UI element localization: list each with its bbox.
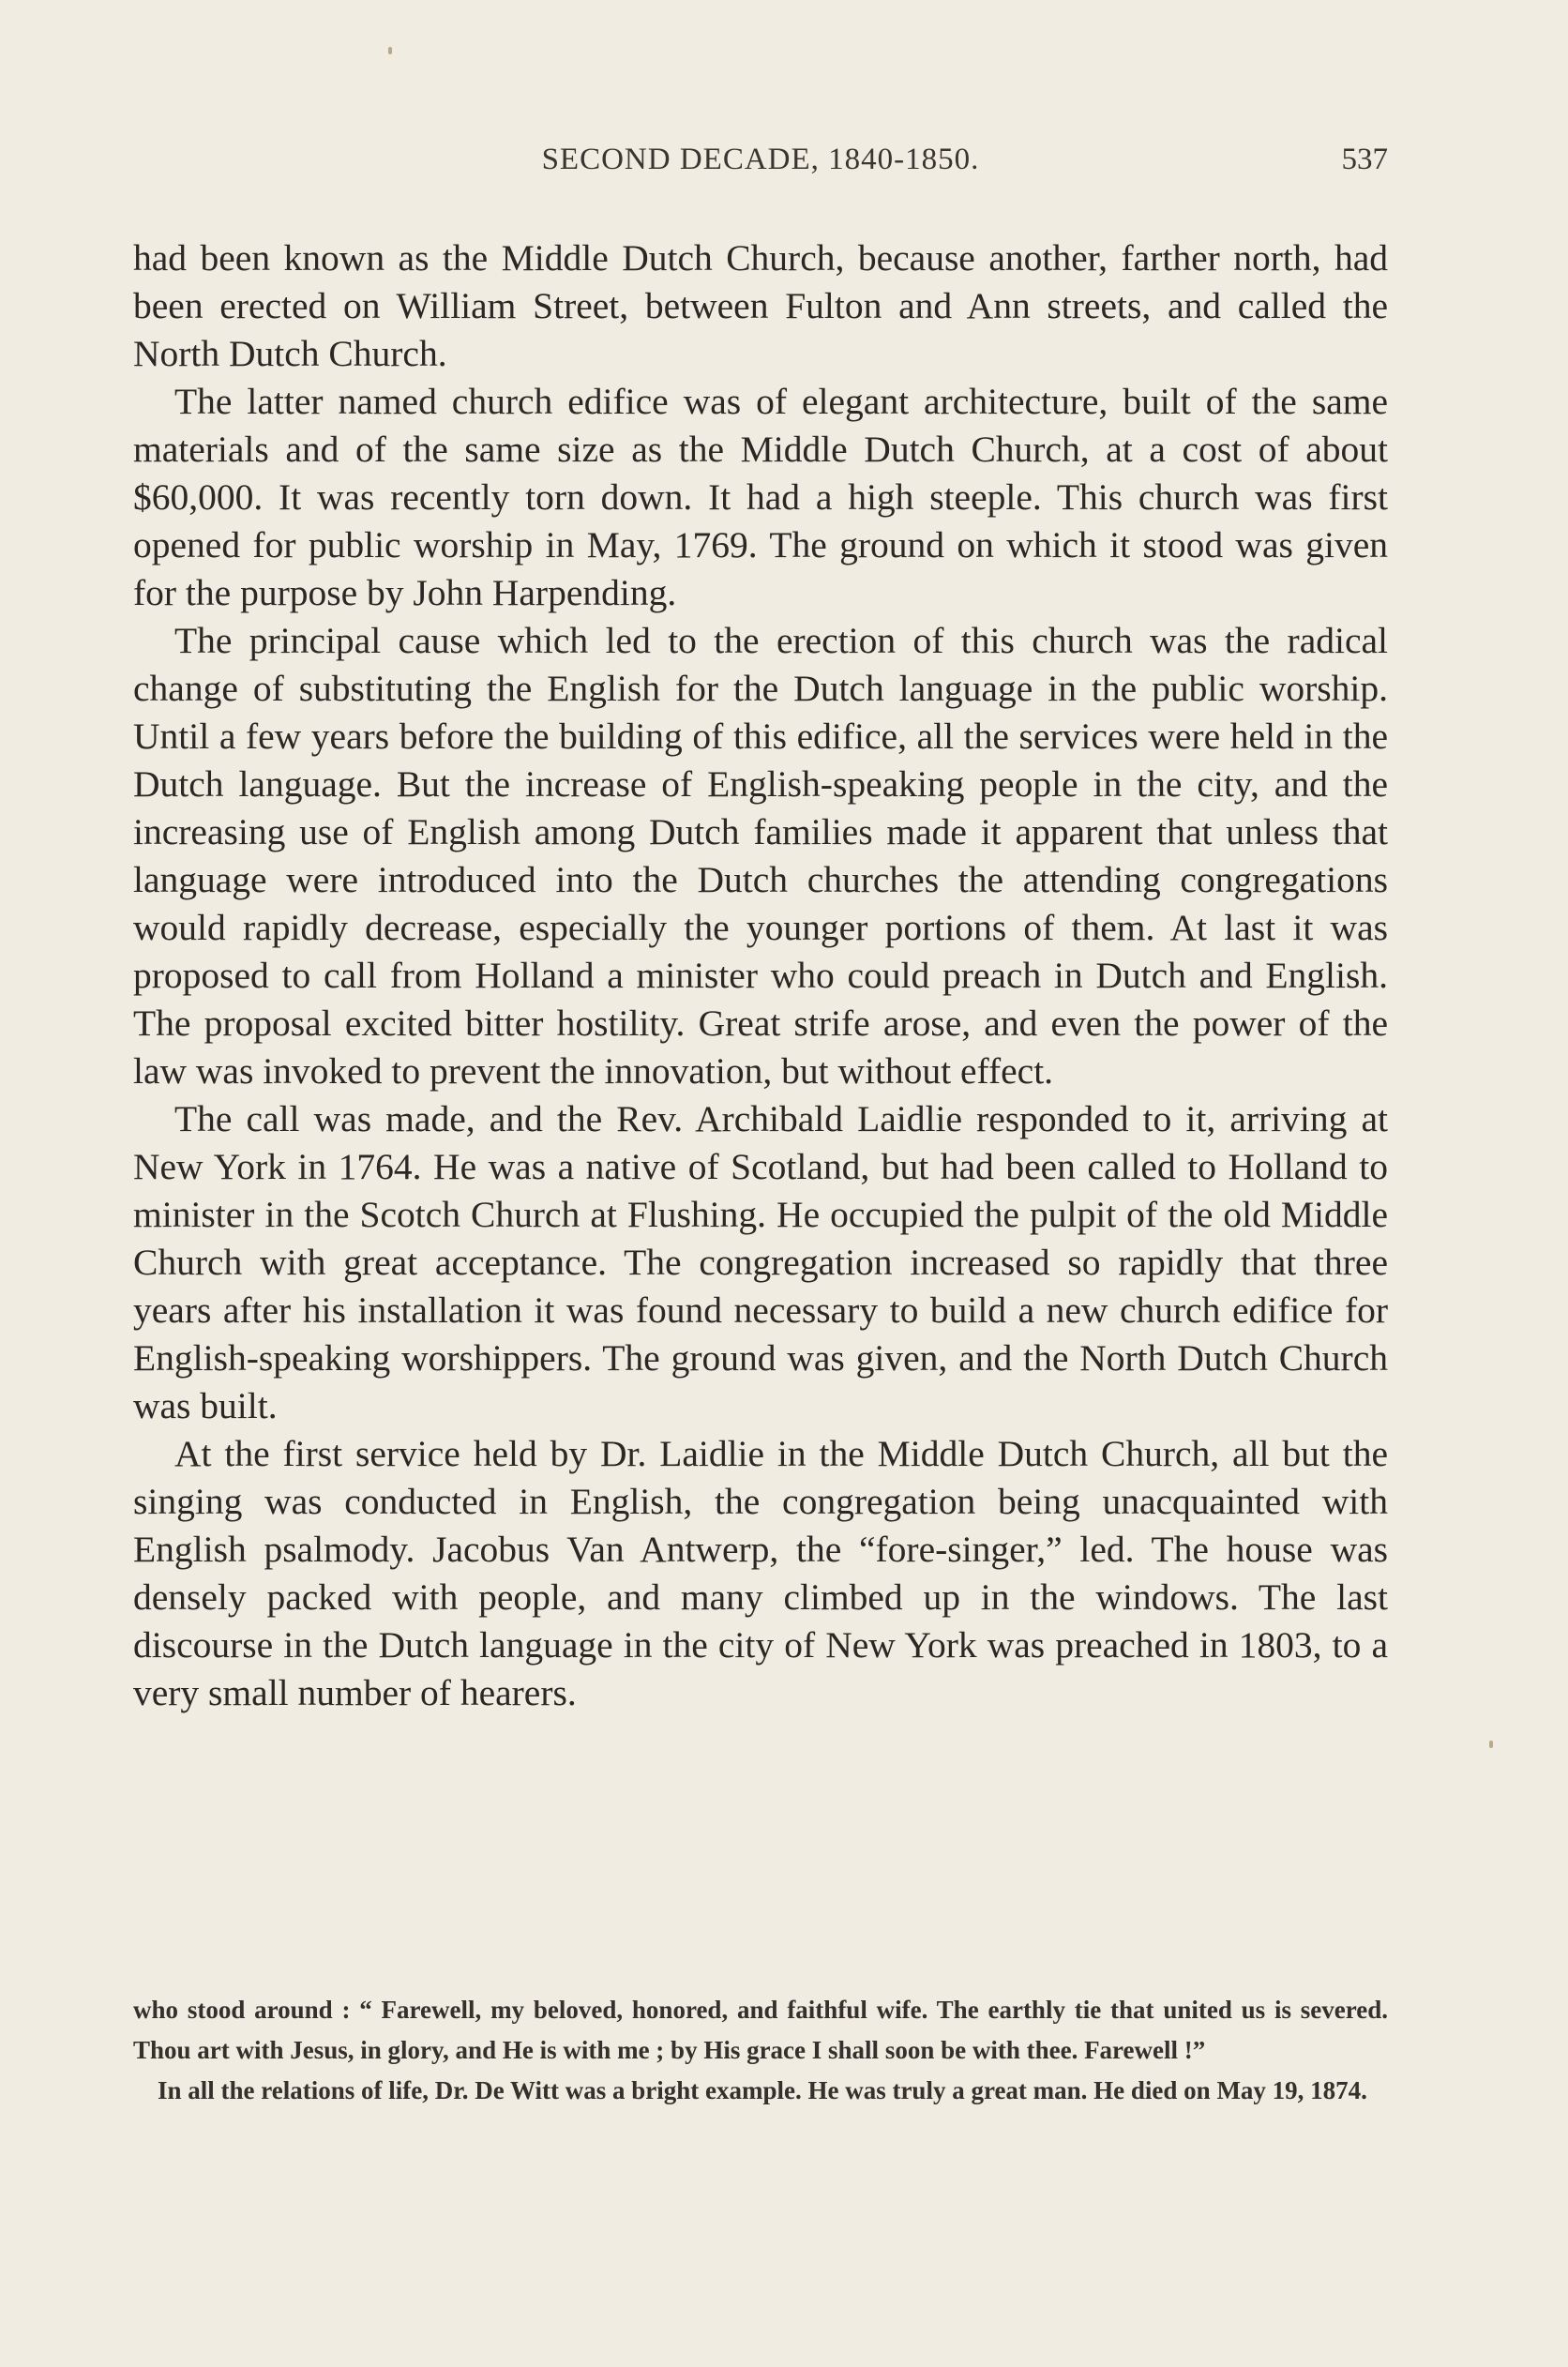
footnote-paragraph-2: In all the relations of life, Dr. De Witt was a bright example. He was truly a great man. He died on May 19, 1874. — [158, 2076, 1367, 2104]
paragraph-4: The call was made, and the Rev. Archibald Laidlie responded to it, arriving at New York in 1764. He was a native of Scotland, but had been called to Holland to minister in the Scotch Church at Flushing. He occupied the pulpit of the old Middle Church with great acceptance. The congregation increased so rapidly that three years after his installation it was found necessary to build a new church edifice for English-speaking worshippers. The ground was given, and the North Dutch Church was built. — [133, 1098, 1388, 1426]
running-head: SECOND DECADE, 1840-1850. — [541, 143, 980, 176]
page-number: 537 — [1341, 143, 1388, 176]
footnote-paragraph-1: who stood around : “ Farewell, my beloved, honored, and faithful wife. The earthly tie that united us is severed. Thou art with Jesus, in glory, and He is with me ; by His grace I shall soon be with thee. Farewell !” — [133, 1996, 1388, 2064]
main-text — [133, 234, 1388, 1717]
paper-speck — [1489, 1741, 1493, 1748]
footnote — [133, 1990, 1388, 2111]
paragraph-1: had been known as the Middle Dutch Church, because another, farther north, had been erected on William Street, between Fulton and Ann streets, and called the North Dutch Church. — [133, 237, 1388, 374]
paragraph-3: The principal cause which led to the erection of this church was the radical change of substituting the English for the Dutch language in the public worship. Until a few years before the building of this edifice, all the services were held in the Dutch language. But the increase of English-speaking people in the city, and the increasing use of English among Dutch families made it apparent that unless that language were introduced into the Dutch churches the attending congregations would rapidly decrease, especially the younger portions of them. At last it was proposed to call from Holland a minister who could preach in Dutch and English. The proposal excited bitter hostility. Great strife arose, and even the power of the law was invoked to prevent the innovation, but without effect. — [133, 620, 1388, 1092]
paragraph-2: The latter named church edifice was of elegant architecture, built of the same materials and of the same size as the Middle Dutch Church, at a cost of about $60,000. It was recently torn down. It had a high steeple. This church was first opened for public worship in May, 1769. The ground on which it stood was given for the purpose by John Harpending. — [133, 381, 1388, 613]
paragraph-5: At the first service held by Dr. Laidlie in the Middle Dutch Church, all but the singing was conducted in English, the congregation being unacquainted with English psalmody. Jacobus Van Antwerp, the “fore-singer,” led. The house was densely packed with people, and many climbed up in the windows. The last discourse in the Dutch language in the city of New York was preached in 1803, to a very small number of hearers. — [133, 1433, 1388, 1713]
paper-speck — [388, 47, 392, 54]
page-header — [133, 143, 1388, 188]
